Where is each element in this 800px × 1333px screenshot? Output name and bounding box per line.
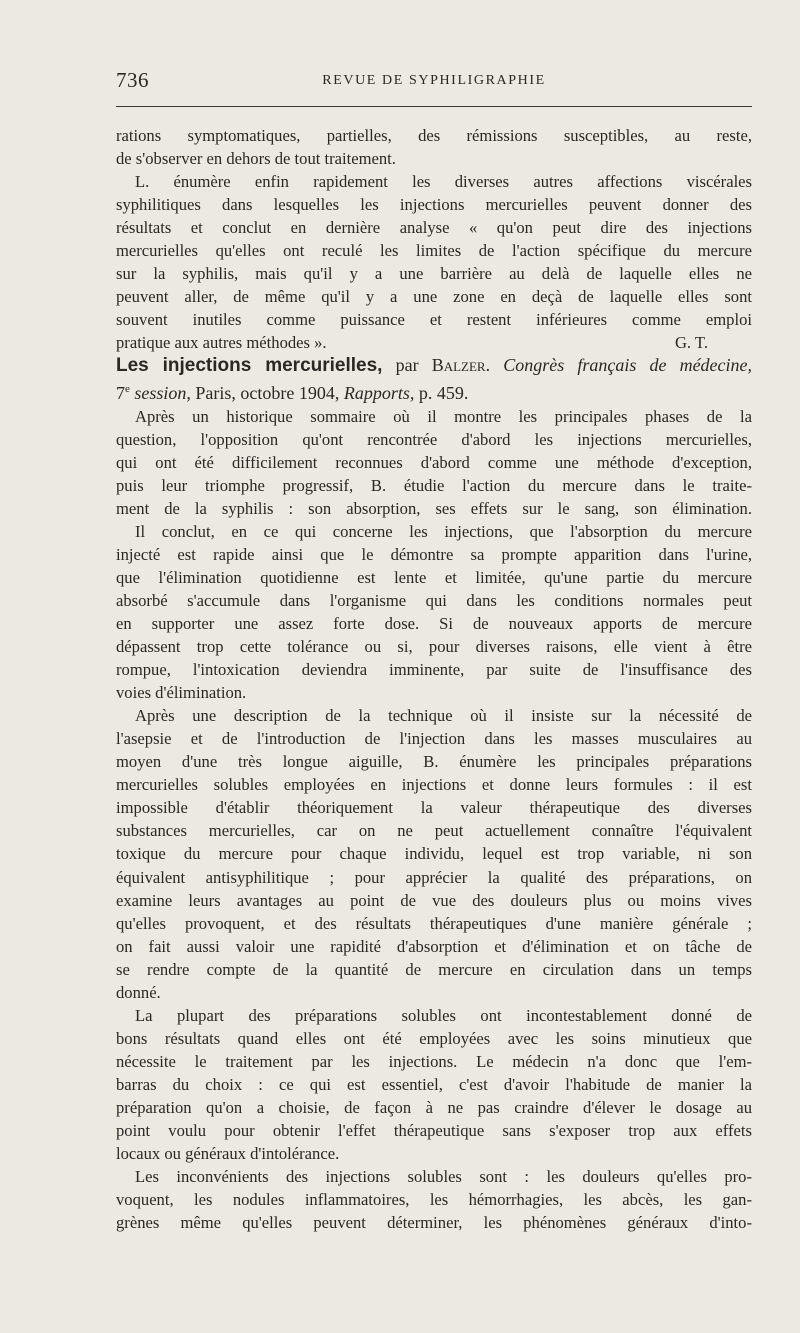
header-rule [116,106,752,107]
text-line: injecté est rapide ainsi que le démontre sa prompte apparition dans l'urine, [116,544,752,564]
text-line: bons résultats quand elles ont été employées avec les soins minutieux que [116,1028,752,1048]
text-span: pratique aux autres méthodes ». [116,333,327,353]
text-line: qu'elles provoquent, et des résultats thérapeutiques d'une manière générale ; [116,913,752,933]
text-line: souvent inutiles comme puissance et restent inférieures comme emploi [116,310,752,330]
text-line: Les inconvénients des injections solubles sont : les douleurs qu'elles pro- [135,1167,752,1187]
text-line: dépassent trop cette tolérance ou si, pour diverses raisons, elle vient à être [116,637,752,657]
text-line: rations symptomatiques, partielles, des rémissions susceptibles, au reste, [116,126,752,145]
text-line: équivalent antisyphilitique ; pour apprécier la qualité des préparations, on [116,867,752,887]
author-name: Balzer [431,355,486,376]
text-line: point voulu pour obtenir l'effet thérapeutique sans s'exposer trop aux effets [116,1121,752,1141]
text-line: résultats et conclut en dernière analyse « qu'on peut dire des injections [116,218,752,238]
body-text [116,124,752,1234]
running-head: REVUE DE SYPHILIGRAPHIE [322,73,546,88]
text-span: Paris, octobre 1904, [190,382,344,403]
journal-title: Congrès français de médecine, [503,355,753,376]
article-title: Les injections mercurielles, [116,355,383,377]
text-line: question, l'opposition qu'ont rencontrée d'abord les injections mercurielles, [116,429,752,449]
text-line: Après un historique sommaire où il montre les principales phases de la [135,406,752,426]
text-line: donné. [116,982,161,1002]
text-span: . [485,355,504,376]
text-line: puis leur triomphe progressif, B. étudie l'action du mercure dans le traite- [116,475,752,495]
text-line: La plupart des préparations solubles ont incontestablement donné de [135,1005,752,1025]
text-span: p. 459. [414,382,469,403]
text-line: syphilitiques dans lesquelles les injections mercurielles peuvent donner des [116,195,752,215]
text-span: Rapports, [343,382,415,403]
text-line: moyen d'une très longue aiguille, B. énumère les principales préparations [116,752,752,772]
text-line: en supporter une assez forte dose. Si de nouveaux apports de mercure [116,613,752,633]
text-line: sur la syphilis, mais qu'il y a une barrière au delà de laquelle elles ne [116,264,752,284]
text-line: que l'élimination quotidienne est lente et limitée, qu'une partie du mercure [116,567,752,587]
text-line: préparation qu'on a choisie, de façon à ne pas craindre d'élever le dosage au [116,1097,752,1117]
text-line: rompue, l'intoxication deviendra imminente, par suite de l'insuffisance des [116,660,752,680]
text-line: toxique du mercure pour chaque individu, lequel est trop variable, ni son [116,844,752,864]
text-line: barras du choix : ce qui est essentiel, c'est d'avoir l'habitude de manier la [116,1074,752,1094]
text-line: mercurielles solubles employées en injections et donne leurs formules : il est [116,775,752,795]
text-line: on fait aussi valoir une rapidité d'absorption et d'élimination et on tâche de [116,936,752,956]
text-line: grènes même qu'elles peuvent déterminer, les phénomènes généraux d'into- [116,1213,752,1233]
text-span: par [382,355,432,376]
text-line: nécessite le traitement par les injections. Le médecin n'a donc que l'em- [116,1051,752,1071]
text-line: Après une description de la technique où il insiste sur la nécessité de [135,706,752,726]
text-line: Il conclut, en ce qui concerne les injections, que l'absorption du mercure [135,521,752,541]
text-line: voies d'élimination. [116,683,247,703]
text-line: substances mercurielles, car on ne peut actuellement connaître l'équivalent [116,821,752,841]
superscript: e [125,382,130,395]
author-signature: G. T. [674,333,708,353]
text-line: absorbé s'accumule dans l'organisme qui dans les conditions normales peut [116,590,752,610]
text-line: L. énumère enfin rapidement les diverses autres affections viscérales [135,172,752,192]
text-span: session, [129,382,191,403]
text-line: examine leurs avantages au point de vue des douleurs plus ou moins vives [116,890,752,910]
page-number: 736 [116,68,149,92]
text-line [116,331,752,354]
text-span: 7 [116,382,125,403]
text-line: de s'observer en dehors de tout traitement. [116,149,396,169]
text-line: locaux ou généraux d'intolérance. [116,1144,340,1164]
text-line: peuvent aller, de même qu'il y a une zone en deçà de laquelle elles sont [116,287,752,307]
text-line: mercurielles qu'elles ont reculé les limites de l'action spécifique du mercure [116,241,752,261]
text-line: voquent, les nodules inflammatoires, les hémorrhagies, les abcès, les gan- [116,1190,752,1210]
text-line: qui ont été difficilement reconnues d'abord comme une méthode d'exception, [116,452,752,472]
citation-line [116,378,752,405]
text-line: l'asepsie et de l'introduction de l'injection dans les masses musculaires au [116,729,752,749]
text-line: ment de la syphilis : son absorption, ses effets sur le sang, son élimination. [116,498,752,518]
text-line: impossible d'établir théoriquement la valeur thérapeutique des diverses [116,798,752,818]
text-line: se rendre compte de la quantité de mercure en circulation dans un temps [116,959,752,979]
citation-line [116,354,752,377]
page-header [116,68,752,96]
